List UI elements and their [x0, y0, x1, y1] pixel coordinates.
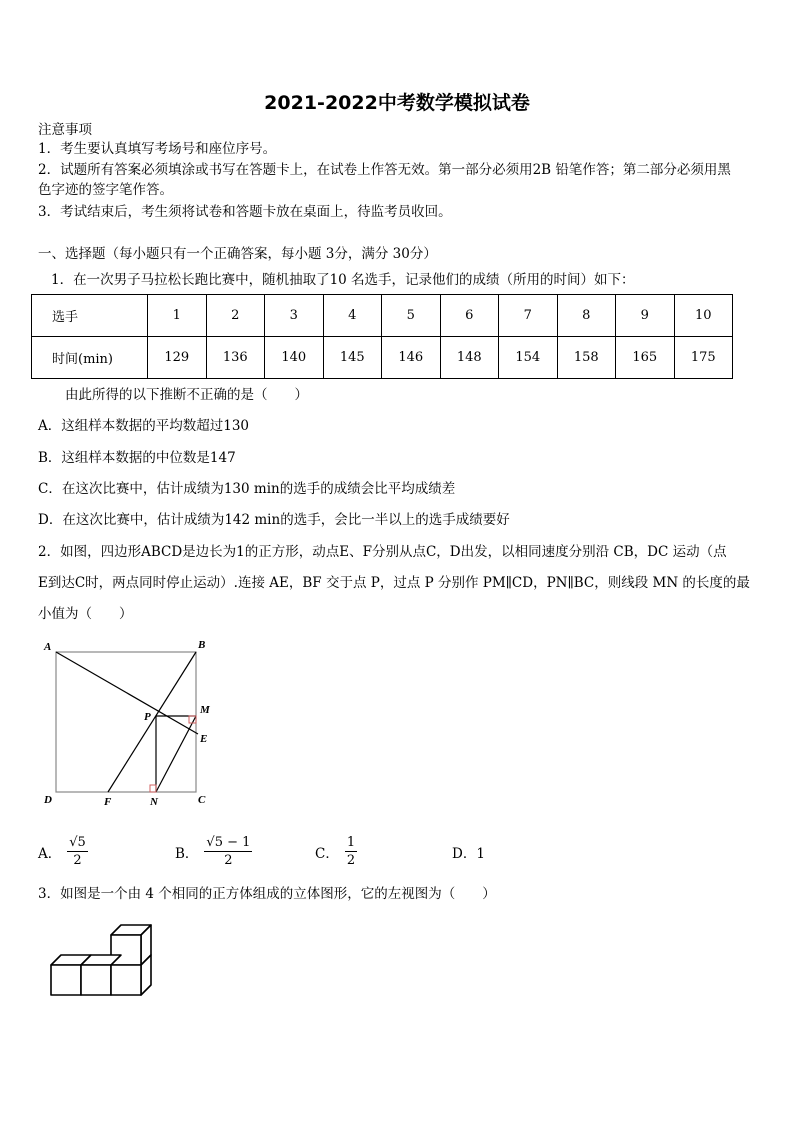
q2-option-a [38, 832, 88, 872]
q1-option-b: B．这组样本数据的中位数是147 [38, 450, 236, 466]
notice-item-2-cont: 色字迹的签字笔作答。 [38, 182, 173, 198]
q2-option-c [315, 832, 357, 872]
notice-item-1: 1．考生要认真填写考场号和座位序号。 [38, 141, 277, 157]
denominator: 2 [224, 853, 233, 868]
option-letter: D．1 [452, 846, 485, 862]
table-cell: 4 [323, 295, 382, 337]
table-cell: 8 [557, 295, 616, 337]
table-cell: 158 [557, 337, 616, 379]
cube-front-face [51, 965, 81, 995]
square-abcd [56, 652, 196, 792]
table-cell: 136 [206, 337, 265, 379]
q1-data-table [31, 294, 733, 379]
table-cell: 10 [674, 295, 733, 337]
option-letter: A． [38, 846, 62, 862]
table-cell: 2 [206, 295, 265, 337]
label-p: P [144, 711, 151, 723]
section-heading: 一、选择题（每小题只有一个正确答案，每小题 3分，满分 30分） [38, 246, 437, 262]
q2-stem-line-3: 小值为（ ） [38, 606, 133, 622]
label-n: N [150, 796, 158, 808]
table-cell: 6 [440, 295, 499, 337]
label-b: B [198, 639, 206, 651]
table-cell: 146 [382, 337, 441, 379]
option-letter: B． [175, 846, 199, 862]
label-c: C [198, 794, 206, 806]
cube-front-face [111, 965, 141, 995]
q3-cube-figure [45, 922, 160, 1004]
table-row [32, 337, 733, 379]
q2-option-b [175, 832, 252, 872]
fraction [204, 836, 252, 868]
table-cell: 145 [323, 337, 382, 379]
table-cell: 5 [382, 295, 441, 337]
line-bf [108, 652, 196, 792]
table-cell: 3 [265, 295, 324, 337]
cube-front-face [81, 965, 111, 995]
q3-stem: 3．如图是一个由 4 个相同的正方体组成的立体图形，它的左视图为（ ） [38, 886, 496, 902]
numerator: √5 − 1 [206, 835, 251, 850]
table-cell: 148 [440, 337, 499, 379]
q1-question: 由此所得的以下推断不正确的是（ ） [65, 387, 308, 403]
page-title: 2021-2022中考数学模拟试卷 [264, 92, 530, 114]
q1-option-d: D．在这次比赛中，估计成绩为142 min的选手，会比一半以上的选手成绩要好 [38, 512, 510, 528]
numerator: √5 [69, 835, 86, 850]
numerator: 1 [346, 835, 356, 850]
denominator: 2 [346, 853, 356, 868]
notice-item-2: 2．试题所有答案必须填涂或书写在答题卡上，在试卷上作答无效。第一部分必须用2B 铅笔作答；第二部分必须用黑 [38, 162, 731, 178]
line-mn [156, 716, 196, 792]
label-a: A [44, 641, 52, 653]
q1-option-c: C．在这次比赛中，估计成绩为130 min的选手的成绩会比平均成绩差 [38, 481, 456, 497]
table-cell: 129 [148, 337, 207, 379]
q2-square-figure [38, 632, 228, 812]
label-d: D [44, 794, 52, 806]
table-cell: 175 [674, 337, 733, 379]
table-row [32, 295, 733, 337]
table-cell: 9 [616, 295, 675, 337]
table-cell: 140 [265, 337, 324, 379]
label-e: E [200, 733, 208, 745]
table-row-label: 时间(min) [32, 337, 148, 379]
label-f: F [104, 796, 112, 808]
q1-stem: 1．在一次男子马拉松长跑比赛中，随机抽取了10 名选手，记录他们的成绩（所用的时间）如下： [51, 272, 635, 288]
q2-stem-line-1: 2．如图，四边形ABCD是边长为1的正方形，动点E、F分别从点C，D出发，以相同速度分别沿 CB，DC 运动（点 [38, 544, 727, 560]
option-letter: C． [315, 846, 339, 862]
notice-heading: 注意事项 [38, 122, 92, 138]
table-row-label: 选手 [32, 295, 148, 337]
right-angle-mark-n [150, 785, 156, 792]
table-cell: 165 [616, 337, 675, 379]
line-ae [56, 652, 198, 734]
fraction [67, 836, 88, 868]
table-cell: 7 [499, 295, 558, 337]
notice-item-3: 3．考试结束后，考生须将试卷和答题卡放在桌面上，待监考员收回。 [38, 204, 452, 220]
table-cell: 1 [148, 295, 207, 337]
q2-option-d [452, 832, 485, 872]
denominator: 2 [73, 853, 82, 868]
q2-stem-line-2: E到达C时，两点同时停止运动）.连接 AE，BF 交于点 P，过点 P 分别作 PM∥CD，PN∥BC，则线段 MN 的长度的最 [38, 575, 750, 591]
q1-option-a: A．这组样本数据的平均数超过130 [38, 418, 250, 434]
fraction [345, 836, 357, 868]
label-m: M [200, 704, 210, 716]
table-cell: 154 [499, 337, 558, 379]
